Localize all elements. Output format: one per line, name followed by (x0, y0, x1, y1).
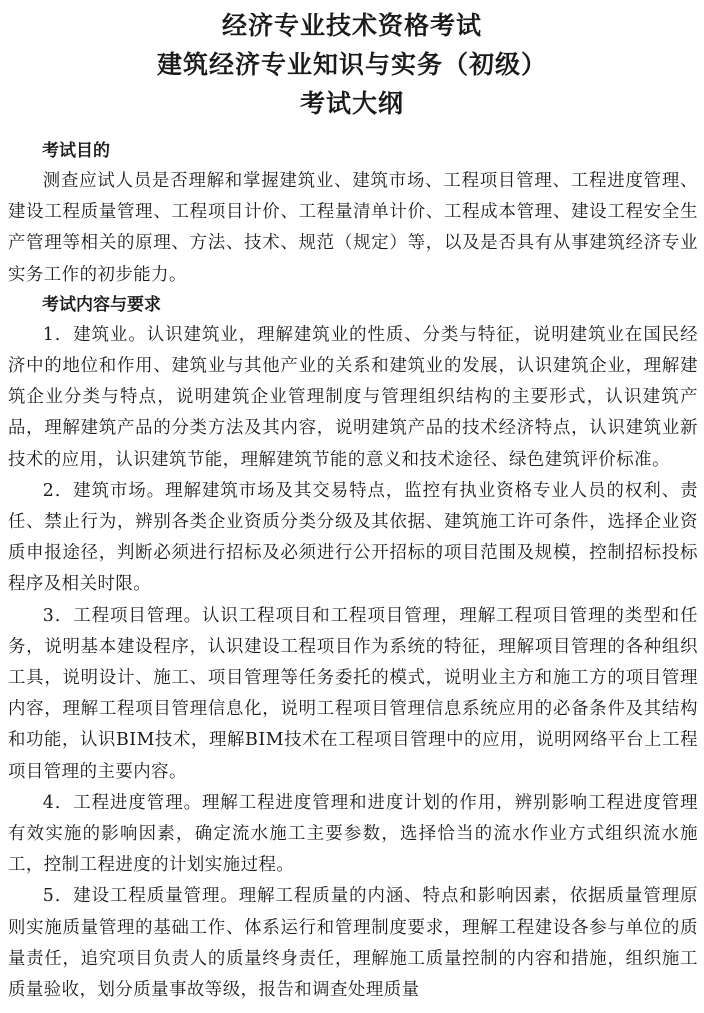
content-item-1: 1．建筑业。认识建筑业，理解建筑业的性质、分类与特征，说明建筑业在国民经济中的地位和作用、建筑业与其他产业的关系和建筑业的发展，认识建筑企业，理解建筑企业分类与特点，说明建筑企业管理制度与管理组织结构的主要形式，认识建筑产品，理解建筑产品的分类方法及其内容，说明建筑产品的技术经济特点，认识建筑业新技术的应用，认识建筑节能，理解建筑节能的意义和技术途径、绿色建筑评价标准。 (8, 324, 698, 470)
section-heading-content: 考试内容与要求 (42, 294, 161, 315)
section-heading-purpose: 考试目的 (42, 141, 110, 161)
content-item-4: 4．工程进度管理。理解工程进度管理和进度计划的作用，辨别影响工程进度管理有效实施的影响因素，确定流水施工主要参数，选择恰当的流水作业方式组织流水施工，控制工程进度的计划实施过程。 (8, 792, 698, 876)
content-item-5: 5．建设工程质量管理。理解工程质量的内涵、特点和影响因素，依据质量管理原则实施质量管理的基础工作、体系运行和管理制度要求，理解工程建设各参与单位的质量责任，追究项目负责人的质量终身责任，理解施工质量控制的内容和措施，组织施工质量验收，划分质量事故等级，报告和调查处理质量 (8, 886, 698, 1001)
content-item-3: 3．工程项目管理。认识工程项目和工程项目管理，理解工程项目管理的类型和任务，说明基本建设程序，认识建设工程项目作为系统的特征，理解项目管理的各种组织工具，说明设计、施工、项目管理等任务委托的模式，说明业主方和施工方的项目管理内容，理解工程项目管理信息化，说明工程项目管理信息系统应用的必备条件及其结构和功能，认识BIM技术，理解BIM技术在工程项目管理中的应用，说明网络平台上工程项目管理的主要内容。 (8, 605, 698, 782)
purpose-paragraph: 测查应试人员是否理解和掌握建筑业、建筑市场、工程项目管理、工程进度管理、建设工程质量管理、工程项目计价、工程量清单计价、工程成本管理、建设工程安全生产管理等相关的原理、方法、技术、规范（规定）等，以及是否具有从事建筑经济专业实务工作的初步能力。 (8, 171, 698, 285)
exam-title: 经济专业技术资格考试 (221, 11, 482, 40)
document-body (8, 137, 698, 1006)
content-item-2: 2．建筑市场。理解建筑市场及其交易特点，监控有执业资格专业人员的权利、责任、禁止行为，辨别各类企业资质分类分级及其依据、建筑施工许可条件，选择企业资质申报途径，判断必须进行招标及必须进行公开招标的项目范围及规模，控制招标投标程序及相关时限。 (8, 480, 698, 595)
outline-title: 考试大纲 (299, 89, 404, 118)
subject-title: 建筑经济专业知识与实务（初级） (156, 50, 547, 79)
title-block (0, 0, 704, 123)
